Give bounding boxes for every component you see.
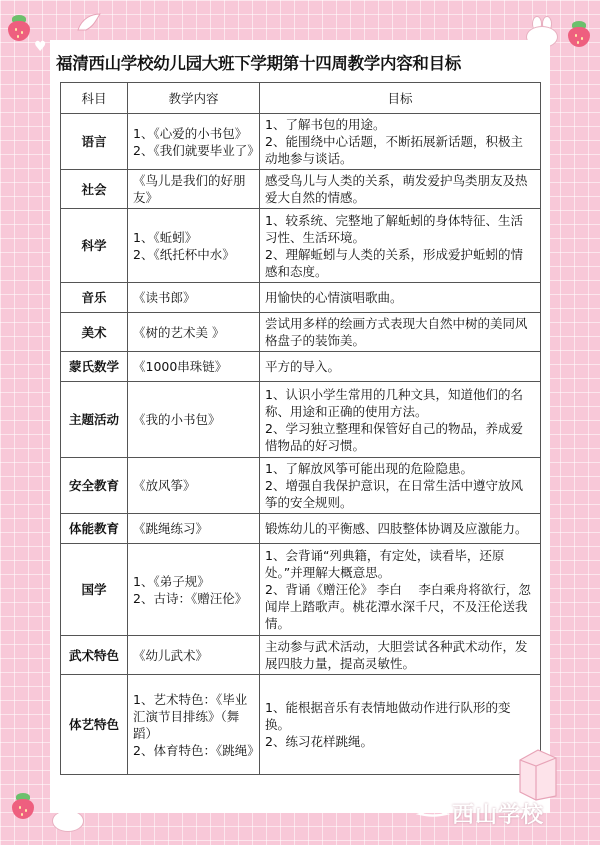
subject-cell: 主题活动 [61,382,128,458]
table-row [61,636,541,675]
content-line: 《树的艺术美 》 [133,324,225,340]
subject-cell: 武术特色 [61,636,128,675]
subject-cell: 科学 [61,209,128,283]
content-line: 《我的小书包》 [133,412,221,427]
goal-cell [260,170,541,209]
content-line: 《放风筝》 [133,478,196,493]
goal-cell [260,313,541,352]
content-line: 《读书郎》 [133,290,196,305]
content-cell [128,283,260,313]
goal-cell [260,675,541,775]
subject-cell: 国学 [61,544,128,636]
header-content: 教学内容 [128,83,260,114]
goal-line: 1、会背诵“列典籍，有定处，读看毕，还原处。”并理解大概意思。 [265,548,505,580]
content-cell [128,382,260,458]
content-cell [128,514,260,544]
milk-carton-icon [512,746,562,802]
table-row [61,352,541,382]
schedule-table [60,82,541,775]
table-row [61,283,541,313]
subject-cell: 安全教育 [61,458,128,514]
watermark-text: 西山学校 [452,803,545,828]
content-line: 1、《蚯蚓》 [133,229,198,245]
school-logo-icon [416,790,450,824]
goal-line: 2、增强自我保护意识，在日常生活中遵守放风筝的安全规则。 [265,478,523,510]
content-cell [128,313,260,352]
subject-cell: 音乐 [61,283,128,313]
content-line: 《鸟儿是我们的好朋友》 [133,173,246,205]
goal-line: 平方的导入。 [265,359,341,374]
content-cell [128,636,260,675]
goal-line: 2、理解蚯蚓与人类的关系，形成爱护蚯蚓的情感和态度。 [265,246,523,279]
table-row [61,544,541,636]
goal-cell [260,209,541,283]
content-line: 1、艺术特色：《毕业汇演节目排练》（舞蹈） [133,691,248,741]
goal-line: 1、了解放风筝可能出现的危险隐患。 [265,461,473,476]
strawberry-icon [566,20,592,48]
content-line: 《1000串珠链》 [133,359,228,374]
goal-line: 尝试用多样的绘画方式表现大自然中树的美同风格盘子的装饰美。 [265,316,528,348]
strawberry-icon [10,792,36,820]
content-cell [128,544,260,636]
goal-cell [260,382,541,458]
content-cell [128,114,260,170]
strawberry-icon [6,14,32,42]
header-goal: 目标 [260,83,541,114]
content-cell [128,209,260,283]
content-cell [128,458,260,514]
goal-cell [260,636,541,675]
subject-cell: 体艺特色 [61,675,128,775]
content-line: 2、《纸托杯中水》 [133,246,235,262]
goal-line: 2、学习独立整理和保管好自己的物品，养成爱惜物品的好习惯。 [265,420,523,453]
content-cell [128,352,260,382]
goal-cell [260,544,541,636]
content-card [50,40,550,813]
table-row [61,209,541,283]
table-row [61,514,541,544]
goal-line: 主动参与武术活动，大胆尝试各种武术动作，发展四肢力量，提高灵敏性。 [265,639,528,671]
goal-line: 1、能根据音乐有表情地做动作进行队形的变换。 [265,700,511,732]
subject-cell: 社会 [61,170,128,209]
content-line: 2、体育特色：《跳绳》 [133,742,260,758]
goal-line: 感受鸟儿与人类的关系，萌发爱护鸟类朋友及热爱大自然的情感。 [265,173,528,205]
table-row [61,382,541,458]
goal-cell [260,458,541,514]
goal-cell [260,514,541,544]
table-row [61,675,541,775]
content-line: 2、古诗：《赠汪伦》 [133,590,248,606]
table-row [61,313,541,352]
content-line: 《幼儿武术》 [133,647,209,663]
goal-cell [260,352,541,382]
content-cell [128,675,260,775]
goal-line: 1、认识小学生常用的几种文具，知道他们的名称、用途和正确的使用方法。 [265,386,523,419]
content-line: 1、《心爱的小书包》 [133,125,248,141]
table-row [61,114,541,170]
subject-cell: 蒙氏数学 [61,352,128,382]
angel-wing-icon [76,12,102,34]
content-line: 1、《弟子规》 [133,573,210,589]
heart-icon: ♥ [34,39,47,55]
goal-line: 锻炼幼儿的平衡感、四肢整体协调及应激能力。 [265,521,528,536]
goal-line: 1、了解书包的用途。 [265,117,386,132]
goal-cell [260,283,541,313]
table-header-row [61,83,541,114]
subject-cell: 体能教育 [61,514,128,544]
subject-cell: 美术 [61,313,128,352]
page-title: 福清西山学校幼儿园大班下学期第十四周教学内容和目标 [56,54,462,73]
header-subject: 科目 [61,83,128,114]
content-cell [128,170,260,209]
subject-cell: 语言 [61,114,128,170]
goal-cell [260,114,541,170]
table-body [61,114,541,775]
goal-line: 2、背诵《赠汪伦》 李白 李白乘舟将欲行，忽闻岸上踏歌声。桃花潭水深千尺，不及汪伦送我情。 [265,582,531,631]
goal-line: 1、较系统、完整地了解蚯蚓的身体特征、生活习性、生活环境。 [265,212,523,245]
goal-line: 2、练习花样跳绳。 [265,734,373,749]
table-row [61,170,541,209]
table-row [61,458,541,514]
content-line: 《跳绳练习》 [133,521,209,536]
goal-line: 2、能围绕中心话题，不断拓展新话题，积极主动地参与谈话。 [265,134,523,166]
content-line: 2、《我们就要毕业了》 [133,142,260,158]
goal-line: 用愉快的心情演唱歌曲。 [265,290,403,305]
